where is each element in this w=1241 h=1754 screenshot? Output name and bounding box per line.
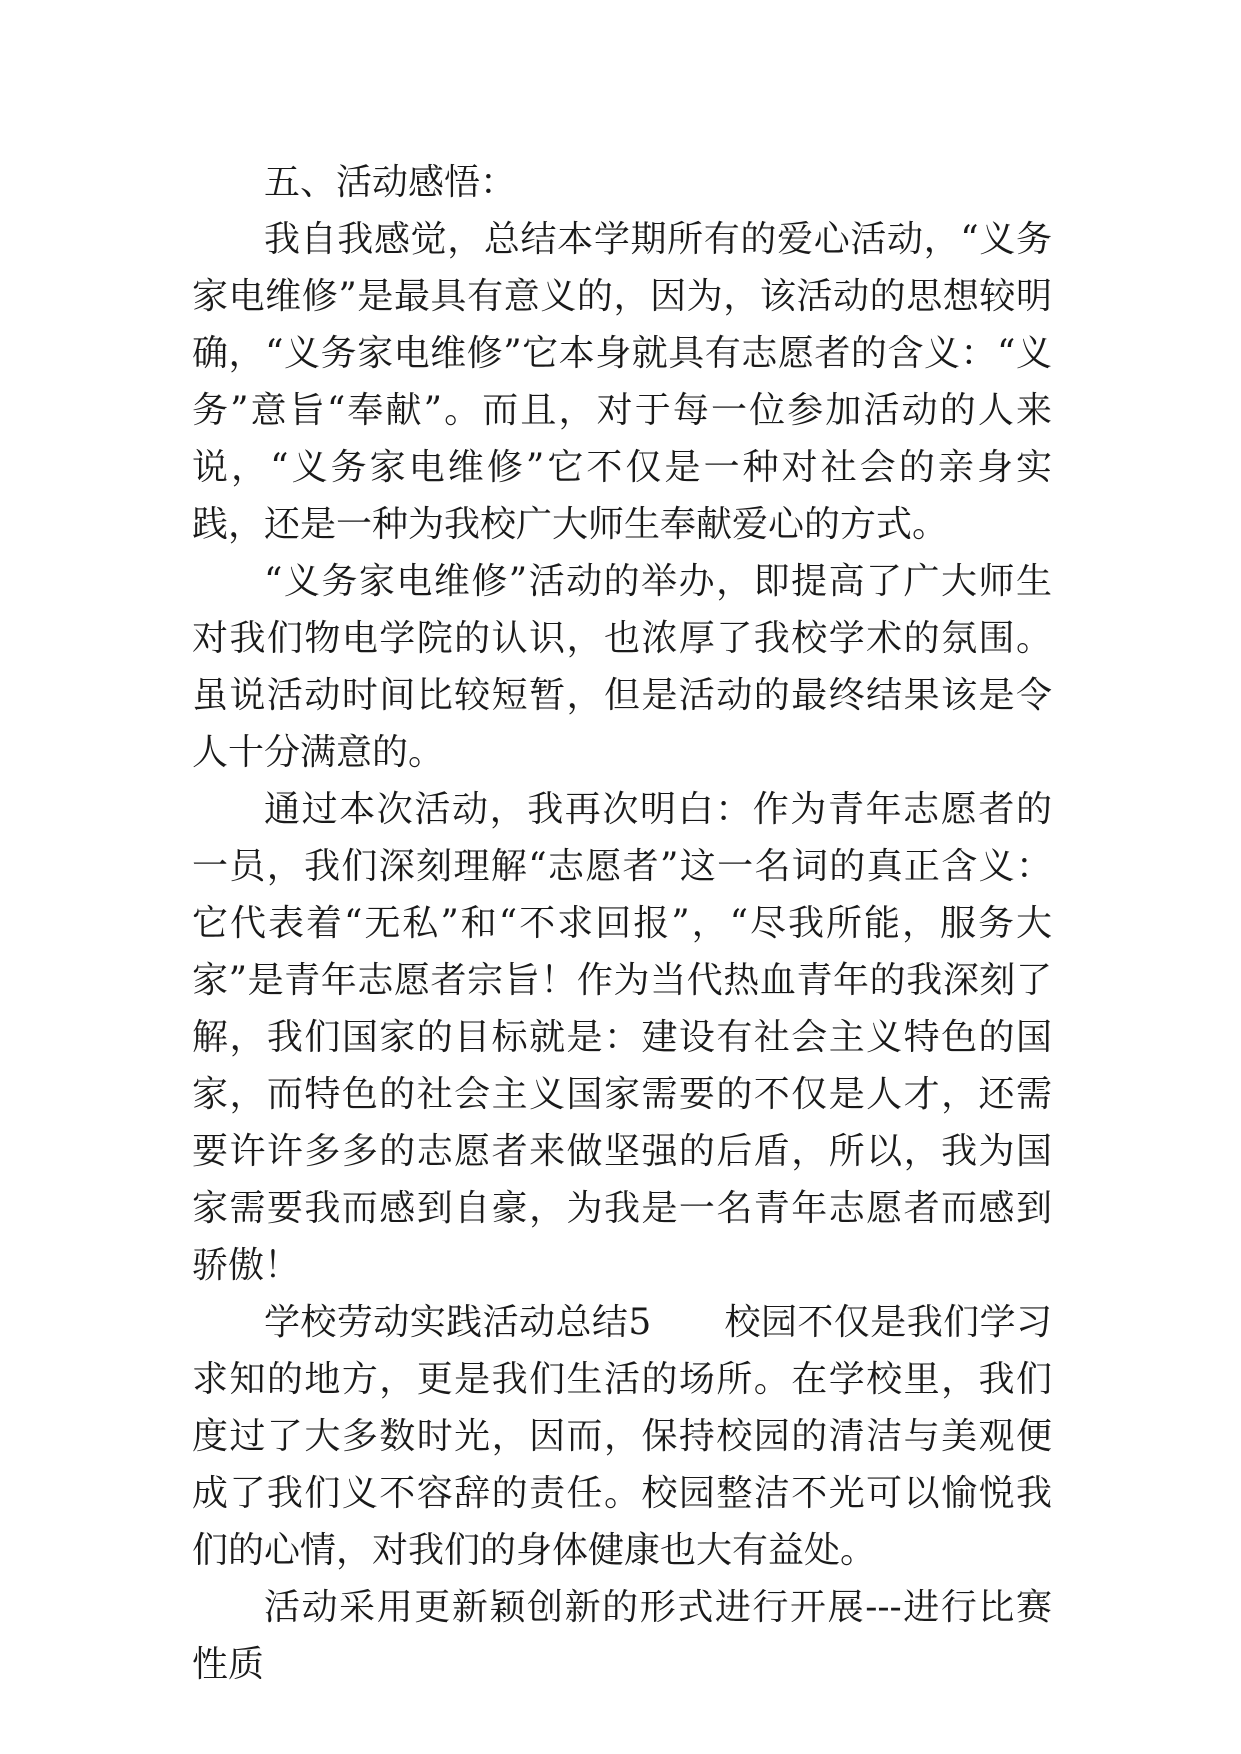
paragraph: “义务家电维修”活动的举办，即提高了广大师生对我们物电学院的认识，也浓厚了我校学术的氛围。虽说活动时间比较短暂，但是活动的最终结果该是令人十分满意的。: [192, 561, 1052, 773]
section-heading: 五、活动感悟：: [264, 162, 517, 203]
paragraph: 学校劳动实践活动总结5 校园不仅是我们学习求知的地方，更是我们生活的场所。在学校里，我们度过了大多数时光，因而，保持校园的清洁与美观便成了我们义不容辞的责任。校园整洁不光可以愉悦我们的心情，对我们的身体健康也大有益处。: [192, 1302, 1052, 1571]
paragraph: 活动采用更新颖创新的形式进行开展---进行比赛性质: [192, 1587, 1052, 1685]
paragraph: 通过本次活动，我再次明白：作为青年志愿者的一员，我们深刻理解“志愿者”这一名词的真正含义：它代表着“无私”和“不求回报”，“尽我所能，服务大家”是青年志愿者宗旨！作为当代热血青年的我深刻了解，我们国家的目标就是：建设有社会主义特色的国家，而特色的社会主义国家需要的不仅是人才，还需要许许多多的志愿者来做坚强的后盾，所以，我为国家需要我而感到自豪，为我是一名青年志愿者而感到骄傲！: [192, 789, 1052, 1286]
body-text: [192, 154, 1052, 1693]
paragraph: 我自我感觉，总结本学期所有的爱心活动，“义务家电维修”是最具有意义的，因为，该活动的思想较明确，“义务家电维修”它本身就具有志愿者的含义：“义务”意旨“奉献”。而且，对于每一位参加活动的人来说，“义务家电维修”它不仅是一种对社会的亲身实践，还是一种为我校广大师生奉献爱心的方式。: [192, 219, 1052, 545]
